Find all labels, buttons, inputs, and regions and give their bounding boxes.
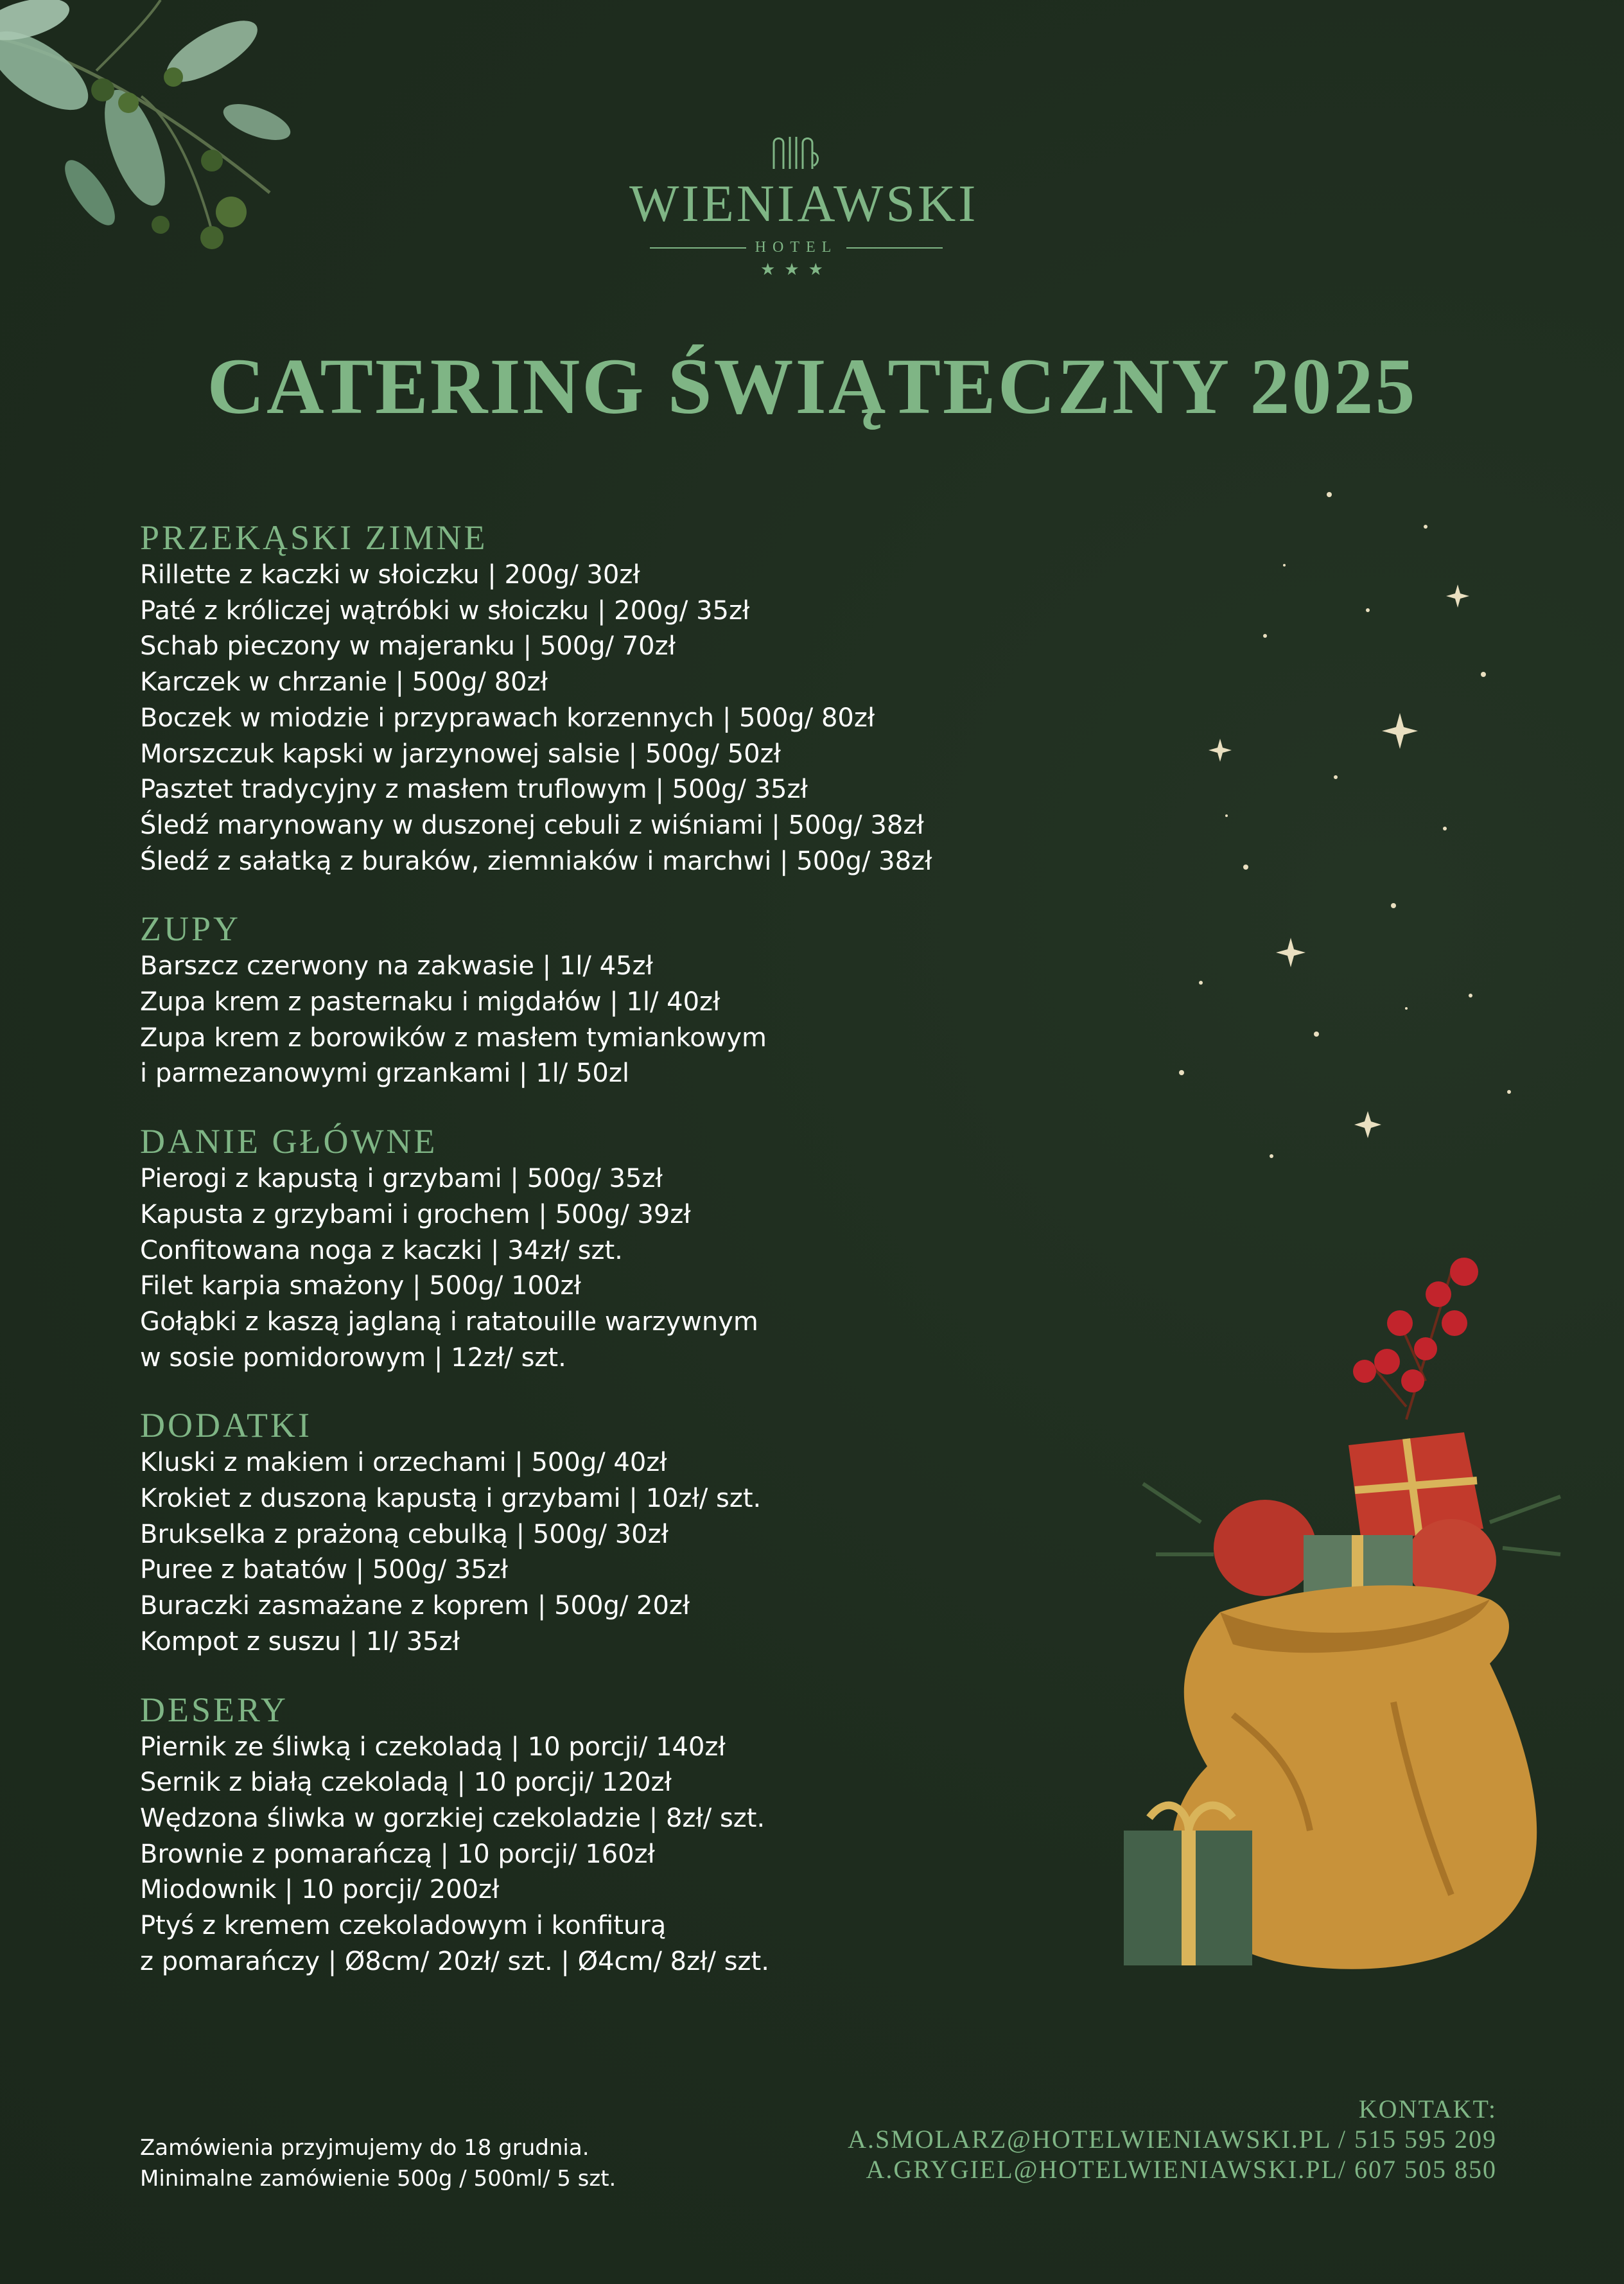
- menu-item: Buraczki zasmażane z koprem | 500g/ 20zł: [140, 1591, 690, 1621]
- hotel-name: WIENIAWSKI: [629, 174, 979, 233]
- order-deadline: Zamówienia przyjmujemy do 18 grudnia.: [140, 2135, 589, 2161]
- menu-item: Kompot z suszu | 1l/ 35zł: [140, 1626, 460, 1656]
- menu-item: Kluski z makiem i orzechami | 500g/ 40zł: [140, 1448, 667, 1478]
- menu-item: Zupa krem z pasternaku i migdałów | 1l/ 40zł: [140, 987, 720, 1017]
- contact-line-2[interactable]: A.GRYGIEL@HOTELWIENIAWSKI.PL/ 607 505 850: [866, 2155, 1497, 2184]
- menu-item: Ptyś z kremem czekoladowym i konfiturą: [140, 1911, 667, 1941]
- hotel-label: HOTEL: [755, 239, 838, 256]
- order-info: [140, 2132, 616, 2194]
- menu-section: [140, 1405, 1232, 1660]
- menu-item: Śledź marynowany w duszonej cebuli z wiśniami | 500g/ 38zł: [140, 810, 924, 840]
- menu-item: Confitowana noga z kaczki | 34zł/ szt.: [140, 1235, 623, 1265]
- section-title: DANIE GŁÓWNE: [140, 1122, 438, 1161]
- menu-item: Karczek w chrzanie | 500g/ 80zł: [140, 667, 548, 698]
- page-title: CATERING ŚWIĄTECZNY 2025: [207, 342, 1417, 430]
- menu-item: Schab pieczony w majeranku | 500g/ 70zł: [140, 631, 676, 662]
- menu-item: z pomarańczy | Ø8cm/ 20zł/ szt. | Ø4cm/ 8zł/ szt.: [140, 1946, 769, 1976]
- menu-section: [140, 1121, 1232, 1376]
- section-title: DODATKI: [140, 1406, 312, 1445]
- menu-item: Zupa krem z borowików z masłem tymiankowym: [140, 1023, 767, 1053]
- menu-section: [140, 1690, 1232, 1980]
- menu-section: [140, 518, 1232, 879]
- menu-item: Puree z batatów | 500g/ 35zł: [140, 1555, 509, 1585]
- menu-item: Krokiet z duszoną kapustą i grzybami | 10zł/ szt.: [140, 1484, 762, 1514]
- menu-item: Rillette z kaczki w słoiczku | 200g/ 30zł: [140, 560, 640, 590]
- menu-item: Filet karpia smażony | 500g/ 100zł: [140, 1271, 581, 1301]
- eucalyptus-branch-illustration: [0, 0, 308, 270]
- section-title: PRZEKĄSKI ZIMNE: [140, 518, 488, 557]
- menu-item: Brownie z pomarańczą | 10 porcji/ 160zł: [140, 1839, 655, 1869]
- gift-sack-illustration: [1104, 1252, 1567, 1985]
- menu-item: Pierogi z kapustą i grzybami | 500g/ 35zł: [140, 1164, 663, 1194]
- contact-line-1[interactable]: A.SMOLARZ@HOTELWIENIAWSKI.PL / 515 595 209: [848, 2125, 1497, 2154]
- menu-item: Piernik ze śliwką i czekoladą | 10 porcji/ 140zł: [140, 1732, 726, 1762]
- menu-item: Boczek w miodzie i przyprawach korzennych | 500g/ 80zł: [140, 703, 875, 733]
- menu-item: Miodownik | 10 porcji/ 200zł: [140, 1875, 500, 1905]
- menu-item: Śledź z sałatką z buraków, ziemniaków i marchwi | 500g/ 38zł: [140, 846, 932, 876]
- section-title: DESERY: [140, 1690, 289, 1729]
- hotel-subtitle: [629, 239, 963, 256]
- menu-list: [140, 518, 1232, 2010]
- menu-item: Paté z króliczej wątróbki w słoiczku | 200g/ 35zł: [140, 595, 750, 626]
- menu-item: Morszczuk kapski w jarzynowej salsie | 500g/ 50zł: [140, 739, 781, 769]
- menu-item: Brukselka z prażoną cebulką | 500g/ 30zł: [140, 1519, 668, 1549]
- menu-item: Kapusta z grzybami i grochem | 500g/ 39zł: [140, 1199, 691, 1229]
- menu-item: w sosie pomidorowym | 12zł/ szt.: [140, 1342, 566, 1373]
- contact-info: [848, 2094, 1497, 2184]
- menu-item: Wędzona śliwka w gorzkiej czekoladzie | 8zł/ szt.: [140, 1803, 765, 1833]
- menu-item: Barszcz czerwony na zakwasie | 1l/ 45zł: [140, 951, 653, 981]
- menu-section: [140, 909, 1232, 1092]
- menu-item: Sernik z białą czekoladą | 10 porcji/ 120zł: [140, 1768, 672, 1798]
- sparkles-illustration: [1124, 417, 1573, 1252]
- minimum-order: Minimalne zamówienie 500g / 500ml/ 5 szt.: [140, 2166, 616, 2192]
- section-title: ZUPY: [140, 909, 241, 949]
- hotel-stars: ★★★: [760, 260, 832, 279]
- menu-item: Gołąbki z kaszą jaglaną i ratatouille warzywnym: [140, 1306, 758, 1337]
- menu-item: i parmezanowymi grzankami | 1l/ 50zl: [140, 1059, 629, 1089]
- hotel-logo: [629, 134, 979, 279]
- violin-logo-icon: [767, 134, 825, 172]
- contact-label: KONTAKT:: [1358, 2095, 1497, 2123]
- menu-item: Pasztet tradycyjny z masłem truflowym | 500g/ 35zł: [140, 775, 808, 805]
